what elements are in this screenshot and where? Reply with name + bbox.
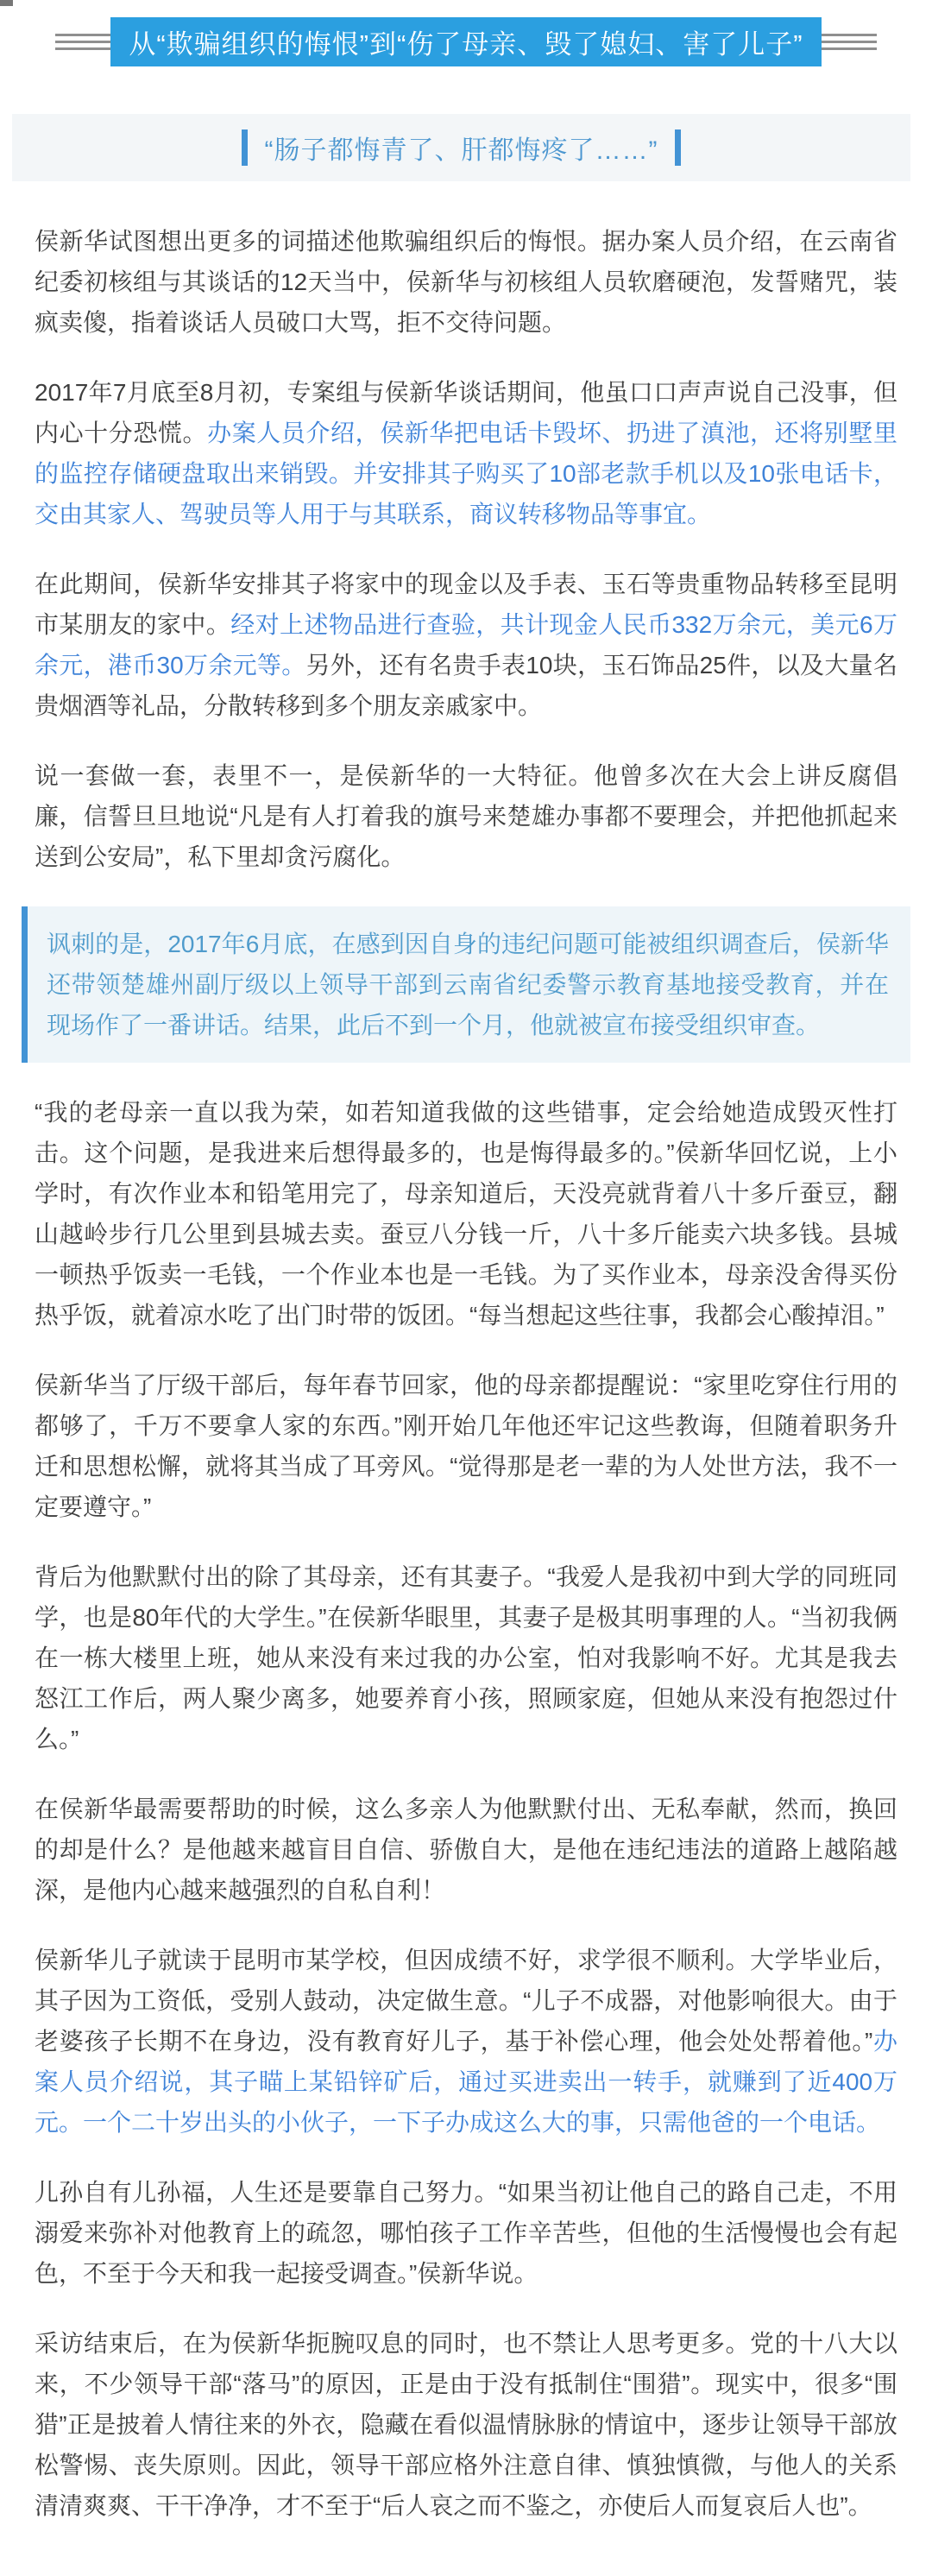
paragraph bbox=[35, 2172, 897, 2294]
banner-right-lines-icon bbox=[822, 34, 877, 50]
quote-left-bar bbox=[242, 129, 248, 166]
text-segment: 背后为他默默付出的除了其母亲，还有其妻子。“我爱人是我初中到大学的同班同学，也是80年代的大学生。”在侯新华眼里，其妻子是极其明事理的人。“当初我俩在一栋大楼里上班，她从来没有来过我的办公室，怕对我影响不好。尤其是我去怒江工作后，两人聚少离多，她要养育小孩，照顾家庭，但她从来没有抱怨过什么。” bbox=[35, 1563, 897, 1752]
quote-right-bar bbox=[675, 129, 681, 166]
paragraph bbox=[35, 1789, 897, 1910]
text-segment: 采访结束后，在为侯新华扼腕叹息的同时，也不禁让人思考更多。党的十八大以来，不少领导干部“落马”的原因，正是由于没有抵制住“围猎”。现实中，很多“围猎”正是披着人情往来的外衣，隐藏在看似温情脉脉的情谊中，逐步让领导干部放松警惕、丧失原则。因此，领导干部应格外注意自律、慎独慎微，与他人的关系清清爽爽、干干净净，才不至于“后人哀之而不鉴之，亦使后人而复哀后人也”。 bbox=[35, 2330, 897, 2519]
line-decoration bbox=[822, 41, 877, 43]
line-decoration bbox=[55, 41, 110, 43]
pull-quote-box bbox=[12, 114, 910, 181]
line-decoration bbox=[822, 34, 877, 36]
text-segment: 在此期间，侯新华安排其子将家中的现金以及手表、玉石等贵重物品转移至昆明市某朋友的家中。 bbox=[35, 571, 897, 638]
article-title: 从“欺骗组织的悔恨”到“伤了母亲、毁了媳妇、害了儿子” bbox=[110, 17, 822, 66]
highlighted-text-segment: 经对上述物品进行查验，共计现金人民币332万余元，美元6万余元，港币30万余元等。 bbox=[35, 611, 897, 679]
callout-box bbox=[22, 906, 910, 1063]
line-decoration bbox=[55, 47, 110, 50]
paragraph bbox=[35, 1556, 897, 1759]
article-title-banner-row bbox=[0, 0, 932, 66]
highlighted-text-segment: 办案人员介绍，侯新华把电话卡毁坏、扔进了滇池，还将别墅里的监控存储硬盘取出来销毁。并安排其子购买了10部老款手机以及10张电话卡，交由其家人、驾驶员等人用于与其联系，商议转移物品等事宜。 bbox=[35, 420, 897, 527]
text-segment: 另外，还有名贵手表10块，玉石饰品25件，以及大量名贵烟酒等礼品，分散转移到多个朋友亲戚家中。 bbox=[35, 652, 897, 719]
text-segment: 在侯新华最需要帮助的时候，这么多亲人为他默默付出、无私奉献，然而，换回的却是什么？是他越来越盲目自信、骄傲自大，是他在违纪违法的道路上越陷越深，是他内心越来越强烈的自私自利！ bbox=[35, 1796, 897, 1904]
text-segment: 儿孙自有儿孙福，人生还是要靠自己努力。“如果当初让他自己的路自己走，不用溺爱来弥补对他教育上的疏忽，哪怕孩子工作辛苦些，但他的生活慢慢也会有起色，不至于今天和我一起接受调查。”侯新华说。 bbox=[35, 2179, 897, 2287]
banner-left-lines-icon bbox=[55, 34, 110, 50]
line-decoration bbox=[822, 47, 877, 50]
paragraph bbox=[35, 372, 897, 534]
corner-artifact bbox=[0, 0, 13, 6]
text-segment: 讽刺的是，2017年6月底，在感到因自身的违纪问题可能被组织调查后，侯新华还带领楚雄州副厅级以上领导干部到云南省纪委警示教育基地接受教育，并在现场作了一番讲话。结果，此后不到一个月，他就被宣布接受组织审查。 bbox=[47, 931, 889, 1039]
paragraph bbox=[35, 1365, 897, 1527]
text-segment: 侯新华试图想出更多的词描述他欺骗组织后的悔恨。据办案人员介绍，在云南省纪委初核组与其谈话的12天当中，侯新华与初核组人员软磨硬泡，发誓赌咒，装疯卖傻，指着谈话人员破口大骂，拒不交待问题。 bbox=[35, 228, 897, 336]
paragraph bbox=[35, 1940, 897, 2143]
line-decoration bbox=[55, 34, 110, 36]
paragraph bbox=[35, 564, 897, 726]
paragraph bbox=[35, 221, 897, 343]
paragraph bbox=[35, 1092, 897, 1335]
pull-quote-text: “肠子都悔青了、肝都悔疼了……” bbox=[264, 136, 658, 165]
text-segment: 侯新华当了厅级干部后，每年春节回家，他的母亲都提醒说：“家里吃穿住行用的都够了，千万不要拿人家的东西。”刚开始几年他还牢记这些教诲，但随着职务升迁和思想松懈，就将其当成了耳旁风。“觉得那是老一辈的为人处世方法，我不一定要遵守。” bbox=[35, 1372, 897, 1520]
text-segment: 2017年7月底至8月初，专案组与侯新华谈话期间，他虽口口声声说自己没事，但内心十分恐慌。 bbox=[35, 379, 897, 446]
text-segment: 侯新华儿子就读于昆明市某学校，但因成绩不好，求学很不顺利。大学毕业后，其子因为工资低，受别人鼓动，决定做生意。“儿子不成器，对他影响很大。由于老婆孩子长期不在身边，没有教育好儿子，基于补偿心理，他会处处帮着他。” bbox=[35, 1947, 897, 2055]
text-segment: “我的老母亲一直以我为荣，如若知道我做的这些错事，定会给她造成毁灭性打击。这个问题，是我进来后想得最多的，也是悔得最多的。”侯新华回忆说，上小学时，有次作业本和铅笔用完了，母亲知道后，天没亮就背着八十多斤蚕豆，翻山越岭步行几公里到县城去卖。蚕豆八分钱一斤，八十多斤能卖六块多钱。县城一顿热乎饭卖一毛钱，一个作业本也是一毛钱。为了买作业本，母亲没舍得买份热乎饭，就着凉水吃了出门时带的饭团。“每当想起这些往事，我都会心酸掉泪。” bbox=[35, 1099, 897, 1329]
highlighted-text-segment: 办案人员介绍说，其子瞄上某铅锌矿后，通过买进卖出一转手，就赚到了近400万元。一个二十岁出头的小伙子，一下子办成这么大的事，只需他爸的一个电话。 bbox=[35, 2028, 897, 2136]
text-segment: 说一套做一套，表里不一，是侯新华的一大特征。他曾多次在大会上讲反腐倡廉，信誓旦旦地说“凡是有人打着我的旗号来楚雄办事都不要理会，并把他抓起来送到公安局”，私下里却贪污腐化。 bbox=[35, 762, 897, 870]
paragraph bbox=[35, 2323, 897, 2526]
paragraph bbox=[35, 755, 897, 877]
article-body bbox=[0, 181, 932, 2576]
